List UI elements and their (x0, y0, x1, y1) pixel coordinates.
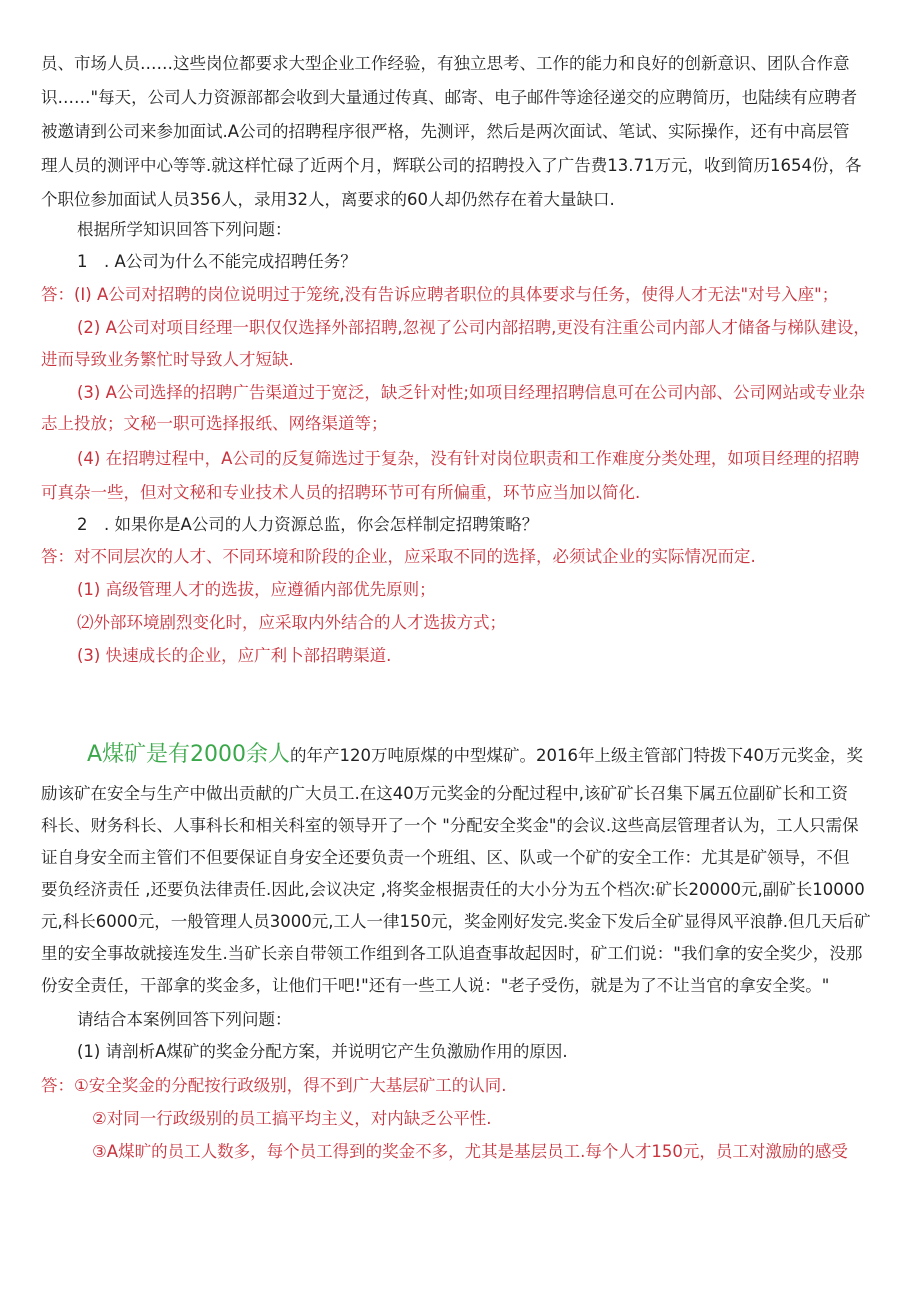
case2-paragraph-line: 励该矿在安全与生产中做出贡献的广大员工.在这40万元奖金的分配过程中,该矿矿长召集下属五位副矿长和工资 (41, 784, 848, 803)
case1-answer-1-line: 答：(I) A公司对招聘的岗位说明过于笼统,没有告诉应聘者职位的具体要求与任务，使得人才无法"对号入座"； (41, 285, 839, 304)
case1-prompt: 根据所学知识回答下列问题： (77, 220, 292, 239)
case2-lead-highlight: A煤矿是有2000余人 (87, 742, 291, 767)
case2-answer-line: 答：①安全奖金的分配按行政级别，得不到广大基层矿工的认同. (41, 1076, 507, 1095)
case1-paragraph-line: 员、市场人员……这些岗位都要求大型企业工作经验，有独立思考、工作的能力和良好的创新意识、团队合作意 (41, 54, 850, 73)
case2-paragraph-line: 份安全责任，干部拿的奖金多，让他们干吧!"还有一些工人说："老子受伤，就是为了不让当官的拿安全奖。" (41, 976, 830, 995)
case1-answer-2-line: 答：对不同层次的人才、不同环境和阶段的企业，应采取不同的选择，必须试企业的实际情况而定. (41, 547, 756, 566)
case1-answer-1-line: 可真杂一些，但对文秘和专业技术人员的招聘环节可有所偏重，环节应当加以简化. (41, 483, 641, 502)
case2-prompt: 请结合本案例回答下列问题： (77, 1010, 292, 1029)
case2-paragraph-line: 科长、财务科长、人事科长和相关科室的领导开了一个 "分配安全奖金"的会议.这些高层管理者认为，工人只需保 (41, 816, 859, 835)
case1-question-2: 2 . 如果你是A公司的人力资源总监，你会怎样制定招聘策略？ (77, 515, 539, 534)
case2-paragraph-line: 元,科长6000元，一般管理人员3000元,工人一律150元，奖金刚好发完.奖金下发后全矿显得风平浪静.但几天后矿 (41, 912, 871, 931)
case1-paragraph-line: 被邀请到公司来参加面试.A公司的招聘程序很严格，先测评，然后是两次面试、笔试、实际操作，还有中高层管 (41, 122, 850, 141)
case2-paragraph-line: 里的安全事故就接连发生.当矿长亲自带领工作组到各工队追查事故起因时，矿工们说："我们拿的安全奖少，没那 (41, 944, 863, 963)
case1-paragraph-line: 理人员的测评中心等等.就这样忙碌了近两个月，辉联公司的招聘投入了广告费13.71万元，收到简历1654份，各 (41, 156, 862, 175)
case2-paragraph-line: 证自身安全而主管们不但要保证自身安全还要负责一个班组、区、队或一个矿的安全工作：尤其是矿领导，不但 (41, 848, 850, 867)
case2-answer-line: ③A煤旷的员工人数多，每个员工得到的奖金不多，尤其是基层员工.每个人才150元，员工对激励的感受 (92, 1142, 848, 1161)
case2-lead-rest: 的年产120万吨原煤的中型煤矿。2016年上级主管部门特拨下40万元奖金，奖 (290, 746, 864, 765)
case1-answer-2-line: (3) 快速成长的企业，应广利卜部招聘渠道. (77, 646, 392, 665)
case1-answer-1-line: 进而导致业务繁忙时导致人才短缺. (41, 350, 294, 369)
case2-paragraph-line: 要负经济责任 ,还要负法律责任.因此,会议决定 ,将奖金根据责任的大小分为五个档次:矿长20000元,副矿长10000 (41, 880, 865, 899)
case1-answer-1-line: (2) A公司对项目经理一职仅仅选择外部招聘,忽视了公司内部招聘,更没有注重公司内部人才储备与梯队建设， (77, 318, 870, 337)
case1-answer-2-line: ⑵外部环境剧烈变化时，应采取内外结合的人才选拔方式； (77, 613, 506, 632)
case1-answer-1-line: (3) A公司选择的招聘广告渠道过于宽泛，缺乏针对性;如项目经理招聘信息可在公司内部、公司网站或专业杂 (77, 383, 865, 402)
case1-answer-1-line: 志上投放；文秘一职可选择报纸、网络渠道等； (41, 414, 388, 433)
case1-answer-2-line: (1) 高级管理人才的选拔，应遵循内部优先原则； (77, 580, 436, 599)
case2-lead-line (87, 743, 863, 768)
case1-paragraph-line: 识……"每天，公司人力资源部都会收到大量通过传真、邮寄、电子邮件等途径递交的应聘简历，也陆续有应聘者 (41, 88, 858, 107)
case2-question-1: (1) 请剖析A煤矿的奖金分配方案，并说明它产生负激励作用的原因. (77, 1042, 568, 1061)
case1-answer-1-line: (4) 在招聘过程中，A公司的反复筛选过于复杂，没有针对岗位职责和工作难度分类处理，如项目经理的招聘 (77, 449, 860, 468)
case1-paragraph-line: 个职位参加面试人员356人，录用32人，离要求的60人却仍然存在着大量缺口. (41, 190, 615, 209)
case2-answer-line: ②对同一行政级别的员工搞平均主义，对内缺乏公平性. (92, 1109, 492, 1128)
case1-question-1: 1 . A公司为什么不能完成招聘任务？ (77, 252, 357, 271)
